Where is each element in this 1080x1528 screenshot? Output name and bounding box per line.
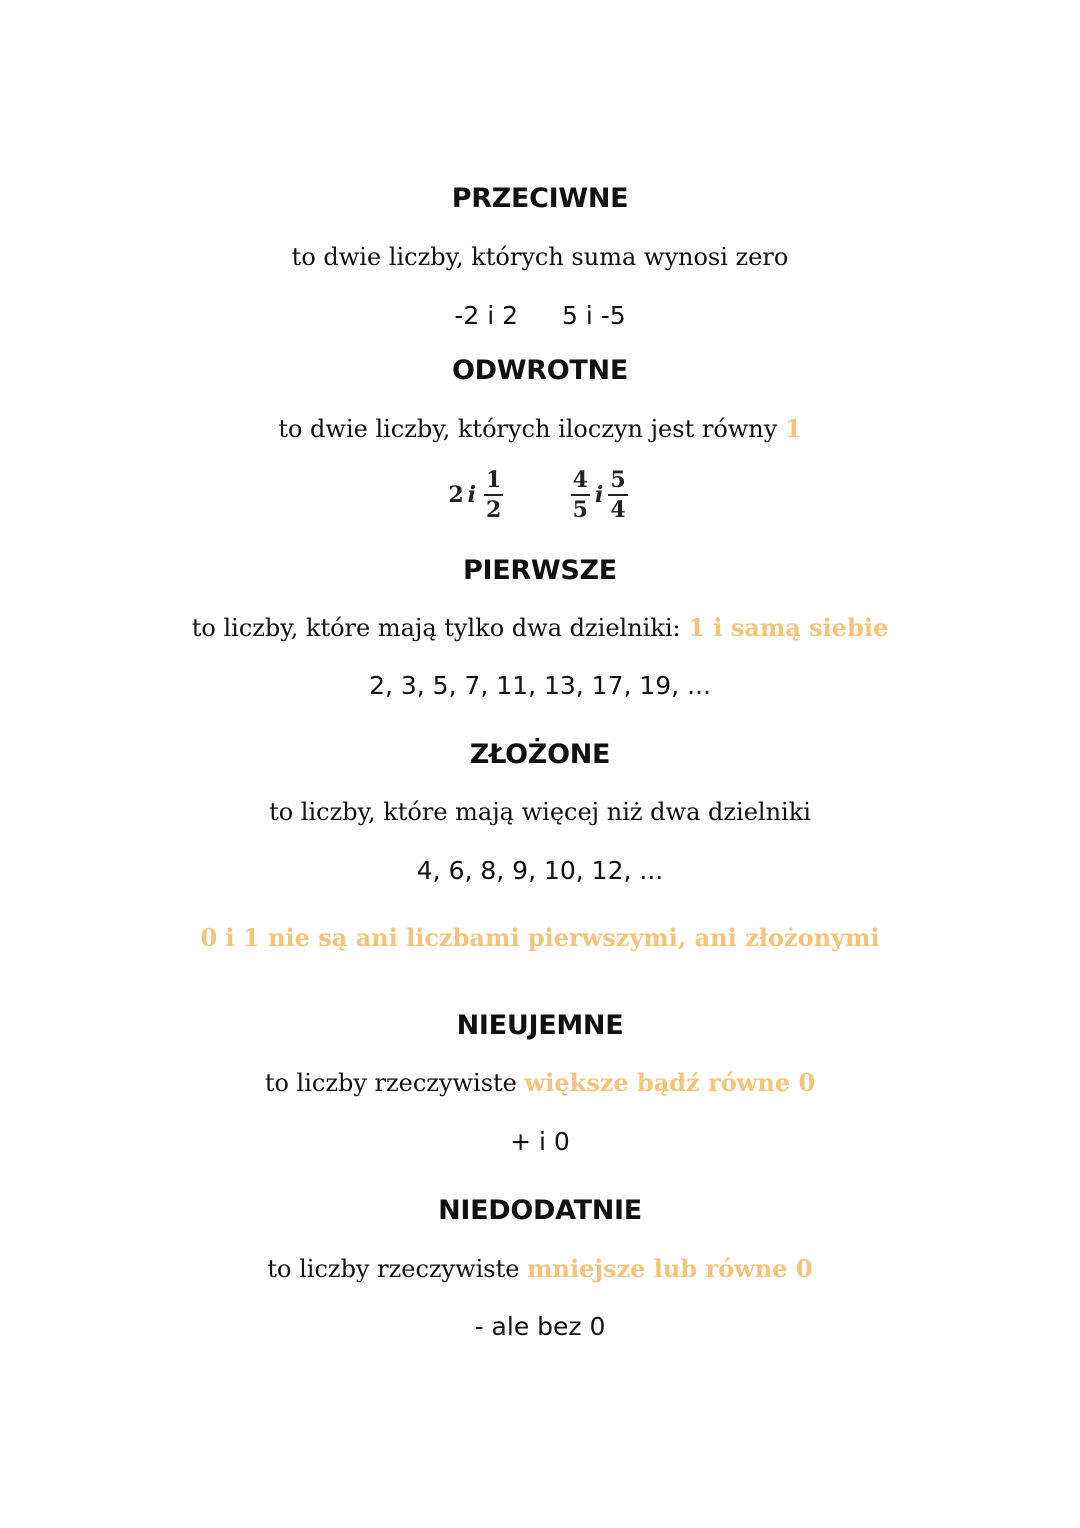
numerator: 4 (571, 469, 590, 496)
definition-highlight: 1 (784, 414, 802, 443)
definition-niedodatnie (0, 1254, 1080, 1283)
heading-pierwsze: PIERWSZE (463, 555, 617, 586)
reciprocal-example-2 (567, 469, 632, 521)
definition-nieujemne (0, 1068, 1080, 1097)
example-pair-2: 5 i -5 (562, 301, 626, 330)
heading-niedodatnie: NIEDODATNIE (438, 1195, 642, 1226)
conjunction-i: i (467, 482, 477, 508)
denominator: 2 (486, 497, 502, 523)
definition-pierwsze (0, 613, 1080, 642)
heading-nieujemne: NIEUJEMNE (456, 1010, 624, 1041)
definition-highlight: większe bądź równe 0 (524, 1068, 816, 1097)
fraction (608, 469, 627, 521)
heading-przeciwne: PRZECIWNE (451, 183, 629, 214)
example-pair-1: -2 i 2 (454, 301, 518, 330)
numerator: 1 (484, 469, 503, 496)
definition-zlozone: to liczby, które mają więcej niż dwa dzielniki (269, 798, 811, 826)
numerator: 5 (608, 469, 627, 496)
heading-zlozone: ZŁOŻONE (469, 739, 611, 770)
examples-nieujemne: + i 0 (510, 1127, 570, 1156)
denominator: 5 (572, 497, 588, 523)
examples-zlozone: 4, 6, 8, 9, 10, 12, ... (416, 856, 664, 885)
fraction (571, 469, 590, 521)
note-zero-one: 0 i 1 nie są ani liczbami pierwszymi, ani złożonymi (200, 923, 880, 952)
examples-przeciwne (0, 301, 1080, 330)
examples-niedodatnie: - ale bez 0 (474, 1312, 606, 1341)
whole-number: 2 (448, 482, 464, 508)
definition-przeciwne: to dwie liczby, których suma wynosi zero (291, 243, 789, 271)
definition-text: to liczby, które mają tylko dwa dzielniki: (191, 614, 681, 642)
definition-text: to liczby rzeczywiste (267, 1255, 520, 1283)
denominator: 4 (610, 497, 626, 523)
examples-pierwsze: 2, 3, 5, 7, 11, 13, 17, 19, ... (369, 671, 711, 700)
reciprocal-example-1 (448, 469, 507, 521)
conjunction-i: i (594, 482, 604, 508)
examples-odwrotne (0, 469, 1080, 521)
definition-text: to liczby rzeczywiste (264, 1069, 517, 1097)
fraction (484, 469, 503, 521)
heading-odwrotne: ODWROTNE (452, 355, 628, 386)
definition-odwrotne (0, 414, 1080, 443)
definition-text: to dwie liczby, których iloczyn jest równy (278, 415, 778, 443)
definition-highlight: 1 i samą siebie (688, 613, 889, 642)
definition-highlight: mniejsze lub równe 0 (527, 1254, 813, 1283)
